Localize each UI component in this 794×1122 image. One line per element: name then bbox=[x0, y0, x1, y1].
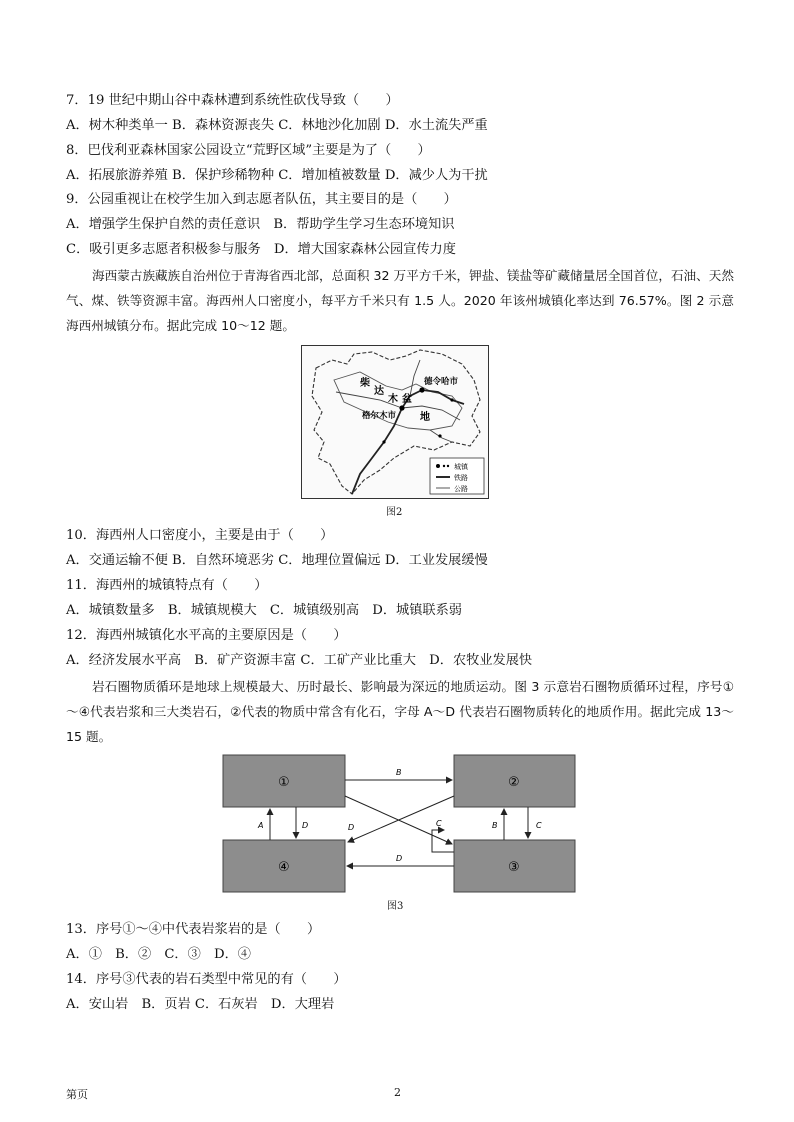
arrow-right-down-label: C bbox=[536, 821, 542, 830]
legend-town: 城镇 bbox=[454, 463, 468, 471]
box-4-label: ④ bbox=[278, 860, 290, 875]
q7-options: A．树木种类单一 B．森林资源丧失 C．林地沙化加剧 D．水土流失严重 bbox=[66, 118, 488, 133]
figure2-caption: 图2 bbox=[386, 507, 403, 518]
town-marker bbox=[382, 440, 385, 443]
legend-rail: 铁路 bbox=[454, 474, 468, 482]
q11-stem: 11．海西州的城镇特点有（ ） bbox=[66, 578, 268, 593]
q9-options-cd: C．吸引更多志愿者积极参与服务 D．增大国家森林公园宣传力度 bbox=[66, 242, 456, 257]
q7-stem: 7．19 世纪中期山谷中森林遭到系统性砍伐导致（ ） bbox=[66, 93, 399, 108]
city-label-delingha: 德令哈市 bbox=[424, 377, 459, 387]
page-number: 2 bbox=[394, 1086, 401, 1099]
town-marker bbox=[438, 434, 441, 437]
arrow-top-label: B bbox=[396, 768, 402, 777]
q12-options: A．经济发展水平高 B．矿产资源丰富 C．工矿产业比重大 D．农牧业发展快 bbox=[66, 653, 533, 668]
arrow-left-up-label: A bbox=[258, 821, 264, 830]
footer-label: 第页 bbox=[66, 1088, 88, 1101]
arrow-left-down-label: D bbox=[302, 821, 309, 830]
q12-stem: 12．海西州城镇化水平高的主要原因是（ ） bbox=[66, 628, 347, 643]
basin-label: 木 bbox=[388, 394, 398, 405]
road-line bbox=[410, 360, 420, 396]
town-marker bbox=[450, 398, 453, 401]
arrow-cross-1-3-label: C bbox=[436, 819, 442, 828]
haixi-town-map bbox=[301, 345, 489, 499]
arrow-right-up-label: B bbox=[492, 821, 498, 830]
q9-options-ab: A．增强学生保护自然的责任意识 B．帮助学生学习生态环境知识 bbox=[66, 217, 455, 232]
rock-cycle-diagram bbox=[222, 754, 576, 893]
basin-label: 盆 bbox=[402, 394, 412, 405]
figure3-caption: 图3 bbox=[387, 901, 404, 912]
passage-haixi: 海西蒙古族藏族自治州位于青海省西北部，总面积 32 万平方千米，钾盐、镁盐等矿藏储量居全国首位，石油、天然气、煤、铁等资源丰富。海西州人口密度小，每平方千米只有 1.5 人。2020 年该州城镇化率达到 76.57%。图 2 示意海西州城镇分布。据此完成 10～12 题。 bbox=[66, 268, 734, 333]
box-2-label: ② bbox=[508, 775, 520, 790]
q8-options: A．拓展旅游养殖 B．保护珍稀物种 C．增加植被数量 D．减少人为干扰 bbox=[66, 168, 488, 183]
arrow-bottom-label: D bbox=[396, 854, 403, 863]
q11-options: A．城镇数量多 B．城镇规模大 C．城镇级别高 D．城镇联系弱 bbox=[66, 603, 462, 618]
q14-options: A．安山岩 B．页岩 C．石灰岩 D．大理岩 bbox=[66, 997, 335, 1012]
arrow-cross-2-4-label: D bbox=[348, 823, 355, 832]
town-marker bbox=[419, 387, 424, 392]
q8-stem: 8．巴伐利亚森林国家公园设立“荒野区域”主要是为了（ ） bbox=[66, 143, 431, 158]
city-label-golmud: 格尔木市 bbox=[362, 411, 397, 421]
q13-stem: 13．序号①～④中代表岩浆岩的是（ ） bbox=[66, 922, 321, 937]
q9-stem: 9．公园重视让在校学生加入到志愿者队伍，其主要目的是（ ） bbox=[66, 192, 457, 207]
q14-stem: 14．序号③代表的岩石类型中常见的有（ ） bbox=[66, 972, 347, 987]
q13-options: A．① B．② C．③ D．④ bbox=[66, 947, 251, 962]
legend-road: 公路 bbox=[454, 485, 468, 493]
passage-rock-cycle: 岩石圈物质循环是地球上规模最大、历时最长、影响最为深远的地质运动。图 3 示意岩石圈物质循环过程，序号①～④代表岩浆和三大类岩石，②代表的物质中常含有化石，字母 A～D 代表岩石圈物质转化的地质作用。据此完成 13～15 题。 bbox=[66, 679, 734, 744]
basin-label: 地 bbox=[420, 412, 430, 423]
arrow-loop-3 bbox=[432, 830, 454, 852]
box-3-label: ③ bbox=[508, 860, 520, 875]
q10-stem: 10．海西州人口密度小，主要是由于（ ） bbox=[66, 528, 334, 543]
q10-options: A．交通运输不便 B．自然环境恶劣 C．地理位置偏远 D．工业发展缓慢 bbox=[66, 553, 488, 568]
town-marker bbox=[399, 405, 404, 410]
basin-label: 达 bbox=[374, 386, 384, 397]
road-line bbox=[402, 406, 460, 420]
basin-label: 柴 bbox=[360, 378, 370, 389]
box-1-label: ① bbox=[278, 775, 290, 790]
